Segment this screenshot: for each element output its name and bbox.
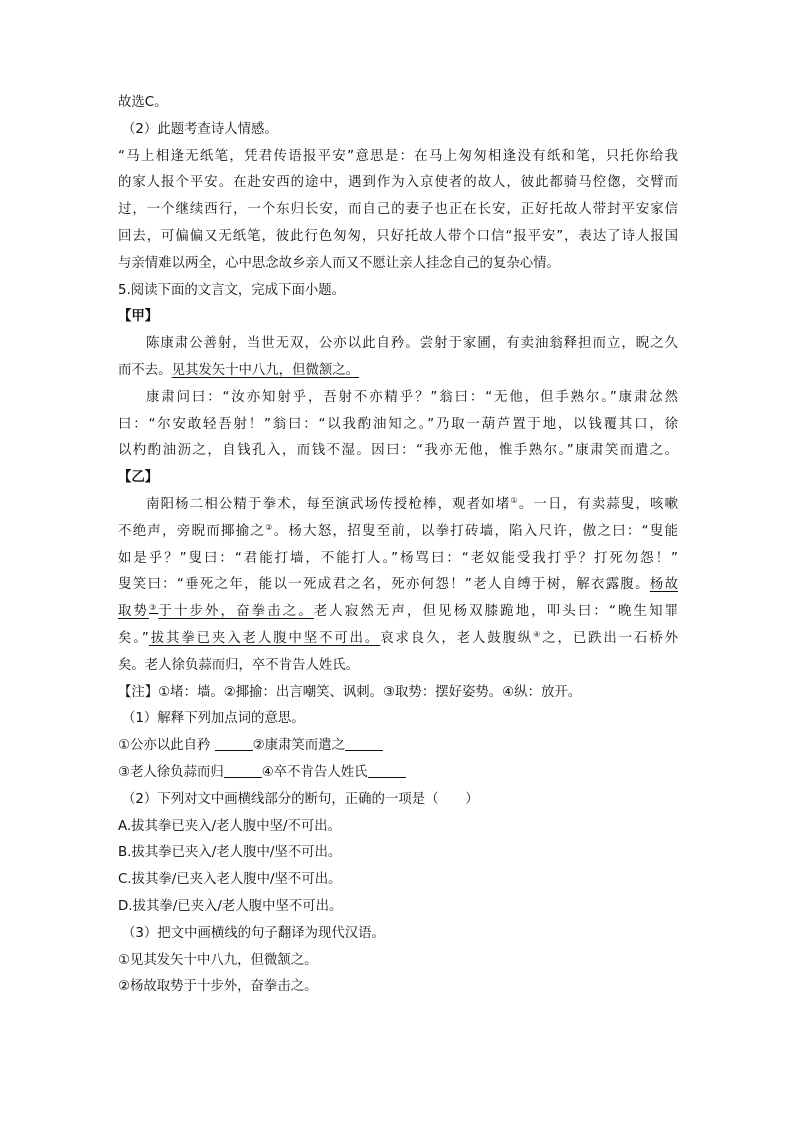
annotation-note (118, 680, 678, 707)
passage-text: 叟笑曰：“垂死之年，能以一死成君之名，死亦何怨！”老人自缚于树，解衣露腹。 (118, 577, 650, 593)
passage-line: 陈康肃公善射，当世无双，公亦以此自矜。尝射于家圃，有卖油翁释担而立，睨之久 (146, 336, 678, 352)
passage-line (118, 492, 678, 519)
analysis-paragraph (118, 144, 678, 278)
item-text: ④卒不肯告人姓氏 (261, 764, 368, 780)
answer-blank[interactable] (368, 763, 406, 778)
item-text: ②康肃笑而遣之 (252, 738, 345, 754)
footnote-marker: ④ (533, 629, 543, 639)
analysis-line: 与亲情难以两全，心中思念故乡亲人而又不愿让亲人挂念自己的复杂心情。 (118, 255, 560, 271)
item-text: ③老人徐负蒜而归 (118, 764, 224, 780)
note-text: 【注】①堵：墙。②揶揄：出言嘲笑、讽刺。③取势：摆好姿势。④纵：放开。 (118, 684, 582, 700)
option-c[interactable]: C.拔其拳/已夹入老人腹中/坚不可出。 (118, 872, 342, 888)
analysis-line: 的家人报个平安。在赴安西的途中，遇到作为入京使者的故人，彼此都骑马倥偬，交臂而 (118, 175, 678, 191)
passage-line: 康肃问曰：“汝亦知射乎，吾射不亦精乎？”翁曰：“无他，但手熟尔。”康肃忿然 (146, 389, 678, 405)
passage-text: 。杨大怒，招叟至前，以拳打砖墙，陷入尺许，傲之曰：“叟能 (273, 523, 679, 539)
passage-text: 南阳杨二相公精于拳术，每至演武场传授枪棒，观者如堵 (146, 496, 511, 512)
sub-answer-heading: （2）此题考查诗人情感。 (122, 121, 278, 137)
underlined-sentence: 杨故 (649, 577, 679, 593)
sub-question-1: （1）解释下列加点词的意思。 (122, 711, 305, 727)
underlined-sentence: 于十步外，奋拳击之。 (158, 604, 314, 620)
passage-yi-label: 【乙】 (118, 470, 159, 486)
answer-blank[interactable] (345, 736, 383, 751)
underlined-sentence: 取势 (118, 604, 150, 620)
analysis-line: 回去，可偏偏又无纸笔，彼此行色匆匆，只好托故人带个口信“报平安”，表达了诗人报国 (118, 228, 678, 244)
answer-text (118, 90, 678, 1001)
sub-question-1-items (118, 733, 678, 760)
passage-text: 而不去。 (118, 362, 172, 378)
passage-line (118, 358, 678, 385)
option-b[interactable]: B.拔其拳已夹入/老人腹中/坚不可出。 (118, 845, 342, 861)
option-a[interactable]: A.拔其拳已夹入/老人腹中坚/不可出。 (118, 818, 342, 834)
option-d[interactable]: D.拔其拳/已夹入/老人腹中坚不可出。 (118, 898, 343, 914)
passage-line: 曰：“尔安敢轻吾射！”翁曰：“以我酌油知之。”乃取一葫芦置于地，以钱覆其口，徐 (118, 416, 678, 432)
passage-text: 之，已跌出一石桥外 (542, 630, 679, 646)
analysis-line: “马上相逢无纸笔，凭君传语报平安”意思是：在马上匆匆相逢没有纸和笔，只托你给我 (118, 148, 678, 164)
passage-line (118, 572, 678, 599)
answer-blank[interactable] (224, 763, 262, 778)
passage-line (118, 626, 678, 653)
answer-blank[interactable] (215, 736, 253, 751)
footnote-marker: ② (265, 522, 274, 532)
underlined-sentence: 拔其拳已夹入老人腹中坚不可出。 (148, 630, 381, 646)
sub-question-1-items (118, 760, 678, 787)
translation-item: ②杨故取势于十步外，奋拳击之。 (118, 979, 318, 995)
passage-text: 老人寂然无声，但见杨双膝跪地，叩头曰：“晚生知罪 (313, 604, 679, 620)
passage-line: 如是乎？”叟曰：“君能打墙，不能打人。”杨骂曰：“老奴能受我打乎？打死勿怨！” (118, 550, 678, 566)
question-5-heading: 5.阅读下面的文言文，完成下面小题。 (118, 282, 346, 298)
passage-line (118, 599, 678, 626)
item-text: ①公亦以此自矜 (118, 738, 215, 754)
passage-yi (118, 492, 678, 680)
footnote-marker: ① (510, 495, 519, 505)
passage-text: 矣。” (118, 630, 149, 646)
underlined-sentence: 见其发矢十中八九，但微颔之。 (171, 362, 360, 378)
translation-item: ①见其发矢十中八九，但微颔之。 (118, 952, 318, 968)
passage-jia (118, 331, 678, 465)
sub-question-3: （3）把文中画横线的句子翻译为现代汉语。 (122, 925, 385, 941)
passage-text: 不绝声，旁睨而揶揄之 (118, 523, 266, 539)
analysis-line: 过，一个继续西行，一个东归长安，而自己的妻子也正在长安，正好托故人带封平安家信 (118, 202, 678, 218)
passage-text: 哀求良久，老人鼓腹纵 (380, 630, 534, 646)
passage-line: 以杓酌油沥之，自钱孔入，而钱不湿。因曰：“我亦无他，惟手熟尔。”康肃笑而遣之。 (118, 443, 678, 459)
footnote-marker: ③ (149, 603, 159, 613)
passage-line (118, 519, 678, 546)
passage-text: 。一日，有卖蒜叟，咳嗽 (518, 496, 679, 512)
answer-line: 故选C。 (118, 95, 168, 110)
passage-line: 矣。老人徐负蒜而归，卒不肯告人姓氏。 (118, 657, 360, 673)
passage-jia-label: 【甲】 (118, 309, 159, 325)
sub-question-2: （2）下列对文中画横线部分的断句，正确的一项是（ ） (122, 791, 479, 807)
